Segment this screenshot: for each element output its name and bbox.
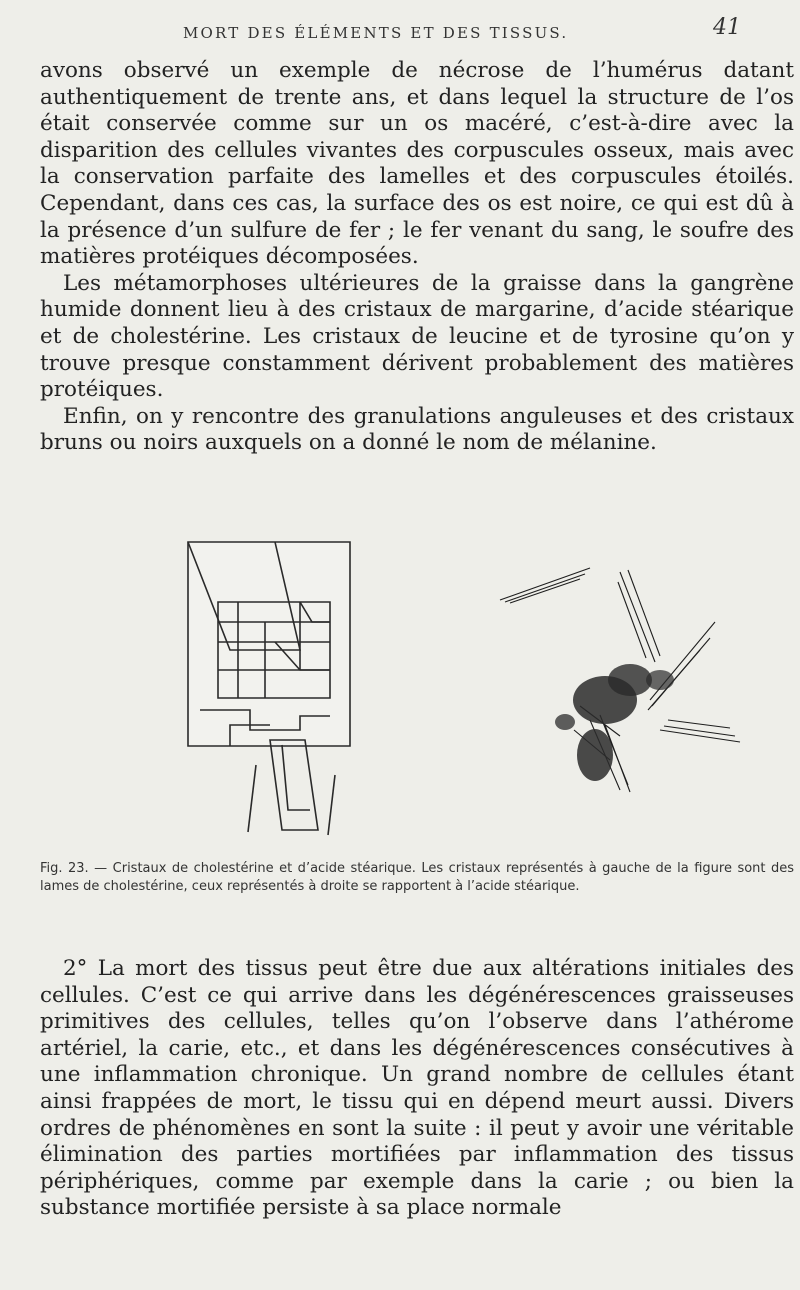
running-title: MORT DES ÉLÉMENTS ET DES TISSUS. [183,24,569,42]
figure-caption-text: — Cristaux de cholestérine et d’acide stéarique. Les cristaux représentés à gauche de la figure sont des lames de cholestérine, ceux représentés à droite se rapportent à l’acide stéarique. [40,861,795,894]
body-text-top [40,58,794,457]
paragraph: Les métamorphoses ultérieures de la graisse dans la gangrène humide donnent lieu à des cristaux de margarine, d’acide stéarique et de cholestérine. Les cristaux de leucine et de tyrosine qu’on y trouve presque constamment dérivent probablement des matières protéiques. [40,270,794,403]
paragraph: 2° La mort des tissus peut être due aux altérations initiales des cellules. C’est ce qui arrive dans les dégénérescences graisseuses primitives des cellules, telles qu’on l’observe dans l’athérome artériel, la carie, etc., et dans les dégénérescences consécutives à une inflammation chronique. Un grand nombre de cellules étant ainsi frappées de mort, le tissu qui en dépend meurt aussi. Divers ordres de phénomènes en sont la suite : il peut y avoir une véritable élimination des parties mortifiées par inflammation des tissus périphériques, comme par exemple dans la carie ; ou bien la substance mortifiée persiste à sa place normale [40,956,794,1221]
crystals-illustration [0,530,800,850]
paragraph: Enfin, on y rencontre des granulations anguleuses et des cristaux bruns ou noirs auxquels on a donné le nom de mélanine. [40,403,794,456]
figure-crystals [0,530,800,850]
page-header [0,10,800,50]
figure-caption [40,860,794,895]
stearic-acid-tufts [555,664,674,781]
page-number: 41 [713,15,741,40]
body-text-bottom [40,956,794,1222]
paragraph: avons observé un exemple de nécrose de l’humérus datant authentiquement de trente ans, et dans lequel la structure de l’os était conservée comme sur un os macéré, c’est-à-dire avec la disparition des cellules vivantes des corpuscules osseux, mais avec la conservation parfaite des lamelles et des corpuscules étoilés. Cependant, dans ces cas, la surface des os est noire, ce qui est dû à la présence d’un sulfure de fer ; le fer venant du sang, le soufre des matières protéiques décomposées. [40,58,794,270]
figure-caption-label: Fig. 23. [40,861,89,876]
cholesterin-plates [188,542,350,835]
